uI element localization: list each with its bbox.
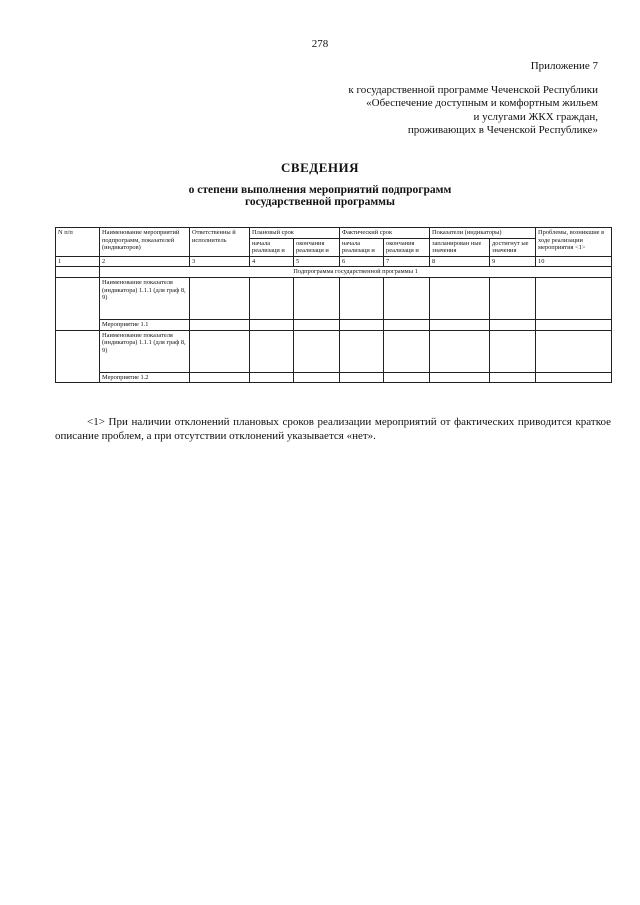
activity-name: Мероприятие 1.2 [100, 372, 190, 383]
header-num: N п/п [56, 228, 100, 257]
col-num-9: 9 [490, 256, 536, 267]
table-row [56, 319, 612, 330]
col-num-10: 10 [536, 256, 612, 267]
appendix-line-3: и услугами ЖКХ граждан, [473, 110, 598, 123]
col-num-3: 3 [190, 256, 250, 267]
title-main: СВЕДЕНИЯ [281, 160, 359, 175]
col-num-5: 5 [294, 256, 340, 267]
appendix-line-4: проживающих в Чеченской Республике» [407, 124, 598, 136]
activity-name: Мероприятие 1.1 [100, 319, 190, 330]
header-row-1 [56, 228, 612, 239]
col-num-8: 8 [430, 256, 490, 267]
title-sub-1: о степени выполнения мероприятий подпрограмм [188, 184, 452, 196]
header-indicators-achieved: достигнут ые значения [490, 238, 536, 256]
appendix-block [258, 60, 598, 138]
header-indicators-planned: запланирован ные значения [430, 238, 490, 256]
header-planned: Плановый срок [250, 228, 340, 239]
header-problems: Проблемы, возникшие в ходе реализации мероприятия <1> [536, 228, 612, 257]
col-num-1: 1 [56, 256, 100, 267]
table-row [56, 330, 612, 372]
header-actual-start: начала реализаци и [340, 238, 384, 256]
subprogram-title: Подпрограмма государственной программы 1 [100, 267, 612, 278]
table-row [56, 277, 612, 319]
subprogram-row [56, 267, 612, 278]
title-sub-2: государственной программы [245, 196, 395, 208]
col-num-6: 6 [340, 256, 384, 267]
table-row [56, 372, 612, 383]
column-numbers-row [56, 256, 612, 267]
header-responsible: Ответственны й исполнитель [190, 228, 250, 257]
footnote-text: <1> При наличии отклонений плановых сроков реализации мероприятий от фактических приводится краткое описание проблем, а при отсутствии отклонений указывается «нет». [55, 416, 611, 442]
footnote [55, 415, 611, 443]
report-table [55, 227, 612, 383]
header-planned-start: начала реализаци и [250, 238, 294, 256]
header-planned-end: окончания реализаци и [294, 238, 340, 256]
header-actual-end: окончания реализаци и [384, 238, 430, 256]
subprogram-num-cell [56, 267, 100, 278]
page-number: 278 [311, 38, 329, 50]
header-indicators: Показатели (индикаторы) [430, 228, 536, 239]
appendix-label: Приложение 7 [530, 60, 598, 72]
appendix-line-1: к государственной программе Чеченской Республики [348, 83, 598, 96]
appendix-line-2: «Обеспечение доступным и комфортным жильем [366, 97, 598, 109]
header-actual: Фактический срок [340, 228, 430, 239]
col-num-4: 4 [250, 256, 294, 267]
document-title [0, 160, 640, 208]
col-num-7: 7 [384, 256, 430, 267]
header-name: Наименование мероприятий подпрограмм, показателей (индикаторов) [100, 228, 190, 257]
col-num-2: 2 [100, 256, 190, 267]
indicator-name: Наименование показателя (индикатора) 1.1.1 (для граф 8, 9) [100, 277, 190, 319]
indicator-name: Наименование показателя (индикатора) 1.1.1 (для граф 8, 9) [100, 330, 190, 372]
